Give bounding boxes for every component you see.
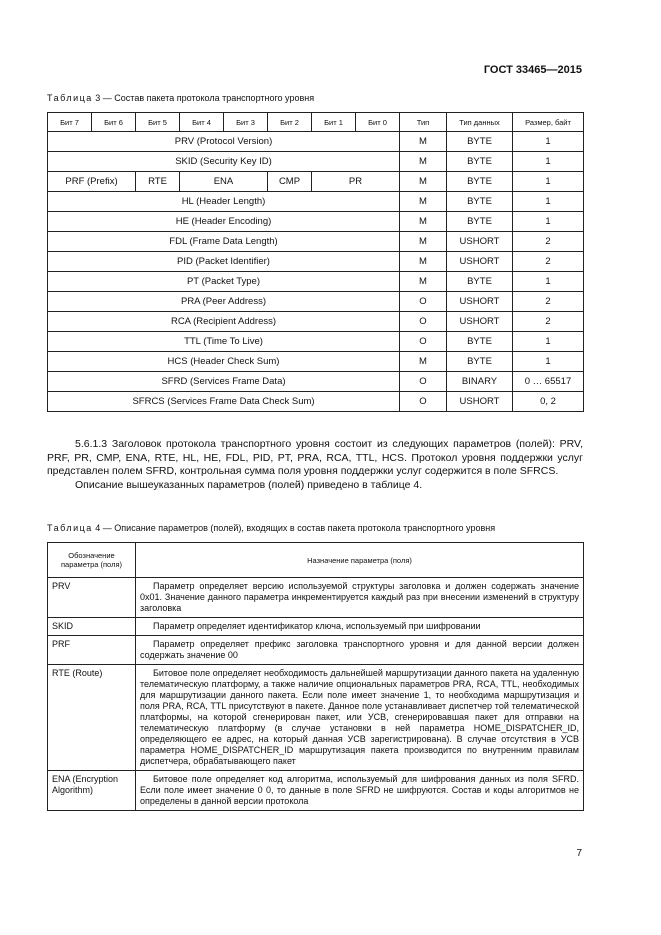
- table-row: [48, 192, 584, 212]
- field-name: SFRCS (Services Frame Data Check Sum): [48, 392, 400, 412]
- paragraph-header-description: 5.6.1.3 Заголовок протокола транспортного уровня состоит из следующих параметров (полей): PRV, PRF, PR, CMP, ENA, RTE, HL, HE, FDL, PID, PT, PRA, RCA, TTL, HCS. Протокол уровня поддержки услуг представлен полем SFRD, контрольная сумма поля уровня поддержки услуг содержится в поле SFRCS.: [47, 438, 583, 477]
- field-size: 2: [513, 292, 584, 312]
- ena-field: ENA: [180, 172, 268, 192]
- field-type: M: [400, 352, 447, 372]
- field-type: M: [400, 192, 447, 212]
- field-type: O: [400, 392, 447, 412]
- table-row: [48, 618, 584, 636]
- table4-caption-text: 4 — Описание параметров (полей), входящих в состав пакета протокола транспортного уровня: [92, 523, 496, 533]
- field-type: O: [400, 292, 447, 312]
- param-description: Битовое поле определяет необходимость дальнейшей маршрутизации данного пакета на удаленную телематическую платформу, а также наличие опциональных параметров PRA, RCA, TTL, необходимых для маршрутизации данного пакета. Если поле имеет значение 1, то необходима маршрутизация и поля PRA, RCA, TTL присутствуют в пакете. Данное поле устанавливает диспетчер той телематической платформы, на которой сгенерирован пакет, или УСВ, сгенерировавшая пакет для отправки на телематическую платформу (в случае установки в ней параметра HOME_DISPATCHER_ID, определяющего ее адрес, на который данная УСВ зарегистрирована). В случае отсутствия в УСВ параметра HOME_DISPATCHER_ID маршрутизация пакета производится по внутренним правилам диспетчера, обрабатывающего пакет: [136, 665, 584, 771]
- table4-header-row: [48, 543, 584, 578]
- table4-caption: [47, 523, 495, 533]
- col-param-purpose: Назначение параметра (поля): [136, 543, 584, 578]
- param-description: Параметр определяет префикс заголовка транспортного уровня и для данной версии должен содержать значение 00: [136, 636, 584, 665]
- field-type: O: [400, 332, 447, 352]
- field-data-type: USHORT: [447, 392, 513, 412]
- field-data-type: BYTE: [447, 172, 513, 192]
- col-bit2: Бит 2: [268, 113, 312, 132]
- col-bit6: Бит 6: [92, 113, 136, 132]
- rte-field: RTE: [136, 172, 180, 192]
- table-row: [48, 372, 584, 392]
- field-data-type: BYTE: [447, 272, 513, 292]
- field-name: PT (Packet Type): [48, 272, 400, 292]
- field-size: 1: [513, 332, 584, 352]
- page-number: 7: [576, 848, 582, 859]
- table4-caption-label: Таблица: [47, 523, 93, 533]
- param-description: Параметр определяет версию используемой структуры заголовка и должен содержать значение 0x01. Значение данного параметра инкрементируется каждый раз при внесении изменений в структуру заголовка: [136, 578, 584, 618]
- field-data-type: BYTE: [447, 192, 513, 212]
- field-name: HL (Header Length): [48, 192, 400, 212]
- field-type: O: [400, 312, 447, 332]
- table-row: [48, 578, 584, 618]
- col-bit4: Бит 4: [180, 113, 224, 132]
- field-type: M: [400, 172, 447, 192]
- field-data-type: USHORT: [447, 292, 513, 312]
- table-row: [48, 771, 584, 811]
- table3-caption: [47, 93, 314, 103]
- field-size: 2: [513, 232, 584, 252]
- body-text: [47, 438, 583, 492]
- table-row: [48, 252, 584, 272]
- field-size: 1: [513, 132, 584, 152]
- table3-header-row: [48, 113, 584, 132]
- field-size: 1: [513, 152, 584, 172]
- col-size: Размер, байт: [513, 113, 584, 132]
- col-bit3: Бит 3: [224, 113, 268, 132]
- table-row: [48, 332, 584, 352]
- col-bit0: Бит 0: [356, 113, 400, 132]
- field-data-type: USHORT: [447, 312, 513, 332]
- field-data-type: USHORT: [447, 252, 513, 272]
- field-name: SKID (Security Key ID): [48, 152, 400, 172]
- col-data-type: Тип данных: [447, 113, 513, 132]
- field-type: M: [400, 212, 447, 232]
- param-description: Битовое поле определяет код алгоритма, используемый для шифрования данных из поля SFRD. Если поле имеет значение 0 0, то данные в поле SFRD не шифруются. Состав и коды алгоритмов не определены в данной версии протокола: [136, 771, 584, 811]
- field-name: RCA (Recipient Address): [48, 312, 400, 332]
- field-size: 1: [513, 192, 584, 212]
- field-data-type: BYTE: [447, 152, 513, 172]
- table-row: [48, 636, 584, 665]
- field-name: SFRD (Services Frame Data): [48, 372, 400, 392]
- param-name: PRF: [48, 636, 136, 665]
- field-data-type: BYTE: [447, 212, 513, 232]
- field-size: 2: [513, 252, 584, 272]
- field-name: PID (Packet Identifier): [48, 252, 400, 272]
- table-row: [48, 152, 584, 172]
- col-bit7: Бит 7: [48, 113, 92, 132]
- paragraph-table-reference: Описание вышеуказанных параметров (полей) приведено в таблице 4.: [75, 478, 423, 491]
- field-type: O: [400, 372, 447, 392]
- table-row: [48, 312, 584, 332]
- table-row: [48, 272, 584, 292]
- table-row: [48, 352, 584, 372]
- field-data-type: BYTE: [447, 332, 513, 352]
- table-row: [48, 172, 584, 192]
- field-name: HE (Header Encoding): [48, 212, 400, 232]
- field-data-type: BYTE: [447, 132, 513, 152]
- prefix-field: PRF (Prefix): [48, 172, 136, 192]
- param-description: Параметр определяет идентификатор ключа, используемый при шифровании: [136, 618, 584, 636]
- param-name: RTE (Route): [48, 665, 136, 771]
- field-name: FDL (Frame Data Length): [48, 232, 400, 252]
- table3: [47, 112, 584, 412]
- field-type: M: [400, 252, 447, 272]
- field-size: 1: [513, 212, 584, 232]
- field-size: 1: [513, 172, 584, 192]
- table-row: [48, 292, 584, 312]
- table-row: [48, 665, 584, 771]
- cmp-field: CMP: [268, 172, 312, 192]
- field-type: M: [400, 232, 447, 252]
- field-name: TTL (Time To Live): [48, 332, 400, 352]
- pr-field: PR: [312, 172, 400, 192]
- field-size: 0 … 65517: [513, 372, 584, 392]
- table-row: [48, 212, 584, 232]
- field-size: 1: [513, 352, 584, 372]
- field-data-type: BYTE: [447, 352, 513, 372]
- table-row: [48, 392, 584, 412]
- field-size: 2: [513, 312, 584, 332]
- col-bit5: Бит 5: [136, 113, 180, 132]
- param-name: ENA (Encryption Algorithm): [48, 771, 136, 811]
- field-type: M: [400, 272, 447, 292]
- table4: [47, 542, 584, 811]
- field-name: HCS (Header Check Sum): [48, 352, 400, 372]
- table3-caption-text: 3 — Состав пакета протокола транспортного уровня: [92, 93, 315, 103]
- col-type: Тип: [400, 113, 447, 132]
- param-name: PRV: [48, 578, 136, 618]
- field-type: M: [400, 132, 447, 152]
- table-row: [48, 132, 584, 152]
- field-type: M: [400, 152, 447, 172]
- standard-number: ГОСТ 33465—2015: [483, 64, 582, 76]
- table3-caption-label: Таблица: [47, 93, 93, 103]
- field-name: PRA (Peer Address): [48, 292, 400, 312]
- col-bit1: Бит 1: [312, 113, 356, 132]
- col-param-name: Обозначение параметра (поля): [48, 543, 136, 578]
- field-name: PRV (Protocol Version): [48, 132, 400, 152]
- field-data-type: USHORT: [447, 232, 513, 252]
- param-name: SKID: [48, 618, 136, 636]
- field-size: 0, 2: [513, 392, 584, 412]
- table-row: [48, 232, 584, 252]
- field-data-type: BINARY: [447, 372, 513, 392]
- field-size: 1: [513, 272, 584, 292]
